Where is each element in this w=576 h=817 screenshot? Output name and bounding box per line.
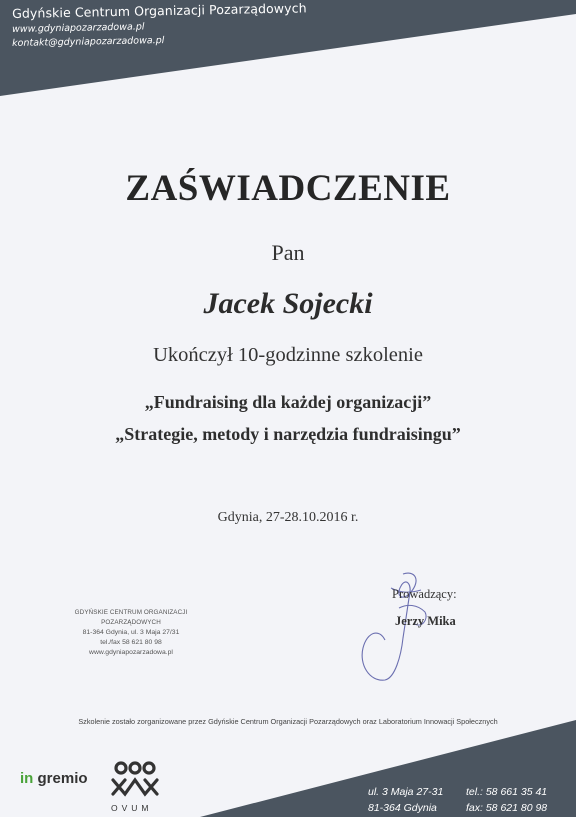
course-title-1: „Fundraising dla każdej organizacji” xyxy=(144,392,432,412)
course-intro: Ukończył 10-godzinne szkolenie xyxy=(153,344,423,366)
salutation: Pan xyxy=(271,240,305,265)
lead-label: Prowadzący: xyxy=(392,587,457,601)
footer-tel: tel.: 58 661 35 41 xyxy=(466,786,548,798)
ingremio-logo xyxy=(20,770,88,787)
header-website: www.gdyniapozarzadowa.pl xyxy=(12,21,145,35)
footer-fax: fax: 58 621 80 98 xyxy=(466,802,548,814)
ingremio-logo-in: in xyxy=(20,770,34,787)
stamp-address: 81-364 Gdynia, ul. 3 Maja 27/31 xyxy=(82,629,180,636)
footer-address xyxy=(368,784,443,816)
course-title-2: „Strategie, metody i narzędzia fundraisingu” xyxy=(115,424,461,444)
footer-city: 81-364 Gdynia xyxy=(368,802,437,814)
header-email: kontakt@gdyniapozarzadowa.pl xyxy=(12,35,165,49)
ingremio-logo-rest: gremio xyxy=(33,770,88,787)
header xyxy=(12,0,307,49)
certificate-title: ZAŚWIADCZENIE xyxy=(125,168,451,209)
ovum-logo-icon xyxy=(107,758,163,806)
footnote: Szkolenie zostało zorganizowane przez Gdyńskie Centrum Organizacji Pozarządowych oraz Laboratorium Innowacji Społecznych xyxy=(78,717,498,726)
header-org-name: Gdyńskie Centrum Organizacji Pozarządowych xyxy=(12,0,307,21)
lead-name: Jerzy Mika xyxy=(395,614,456,628)
stamp-phone: tel./fax 58 621 80 98 xyxy=(100,639,162,646)
place-date: Gdynia, 27-28.10.2016 r. xyxy=(217,510,359,525)
recipient-name: Jacek Sojecki xyxy=(203,287,373,320)
stamp-website: www.gdyniapozarzadowa.pl xyxy=(89,649,173,656)
stamp-org: GDYŃSKIE CENTRUM ORGANIZACJI POZARZĄDOWYCH xyxy=(74,609,188,626)
footer-street: ul. 3 Maja 27-31 xyxy=(368,786,444,798)
organization-stamp xyxy=(46,608,216,658)
ovum-logo-text: OVUM xyxy=(111,803,153,813)
footer-phone xyxy=(466,784,547,816)
